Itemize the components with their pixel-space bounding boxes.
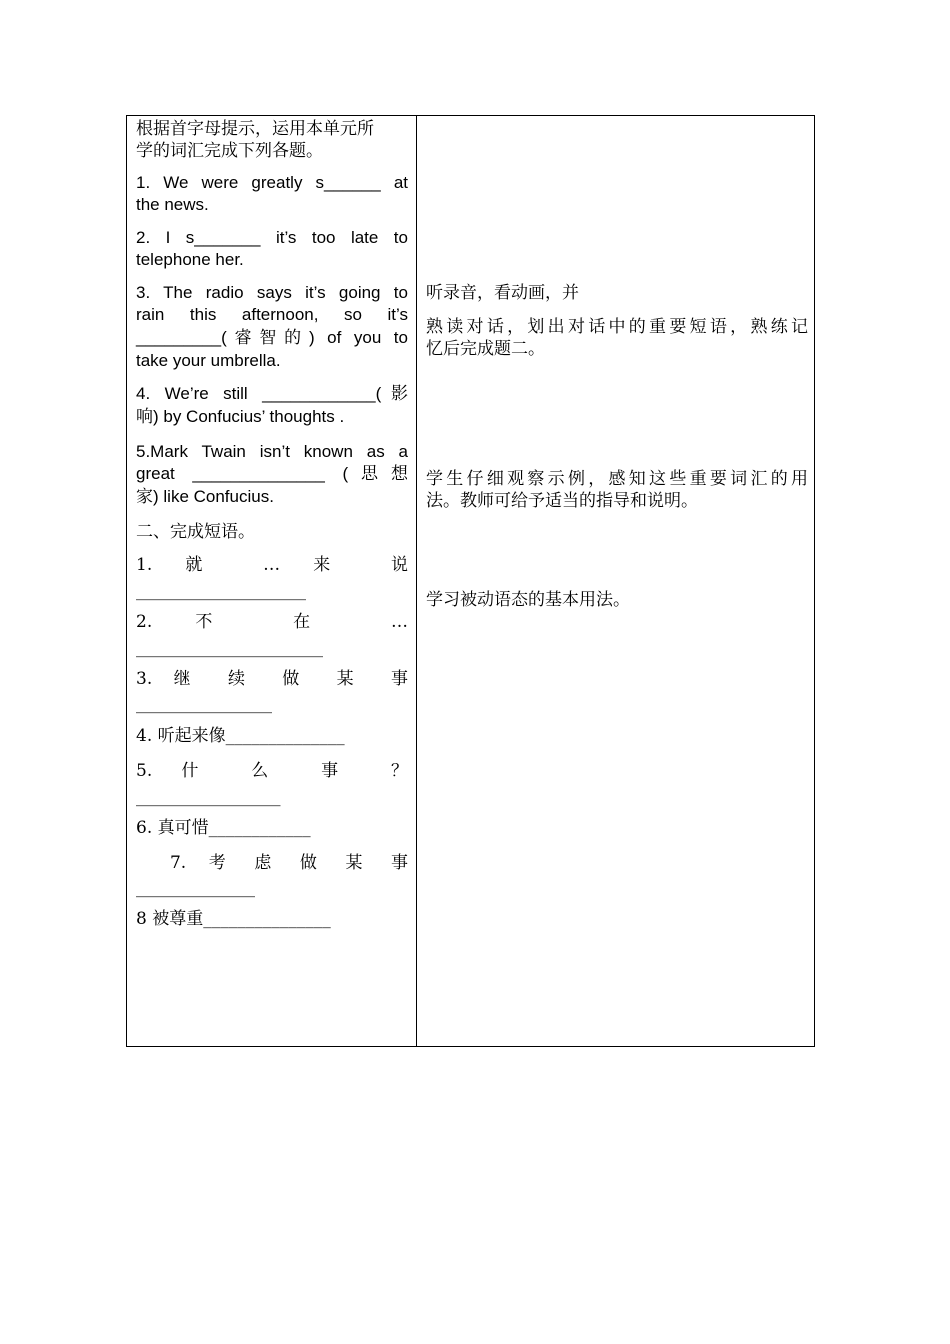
question-2-line-1: 2. I s_______ it’s too late to (136, 228, 408, 247)
phrase-5-prompt: 5. 什 么 事 ？ (136, 761, 408, 781)
section-2-title: 二、完成短语。 (136, 522, 255, 542)
question-4-line-2: 响) by Confucius’ thoughts . (136, 407, 345, 426)
question-5-line-2: great ______________ (思想 (136, 464, 408, 483)
question-5-line-3: 家) like Confucius. (136, 487, 274, 506)
question-3-line-3: _________(睿智的) of you to (136, 328, 408, 347)
phrase-7-blank: ______________ (136, 878, 255, 898)
note-observe-line-1: 学生仔细观察示例，感知这些重要词汇的用 (426, 469, 808, 489)
lesson-table (126, 115, 815, 1047)
question-5-line-1: 5.Mark Twain isn’t known as a (136, 442, 408, 461)
question-3-line-2: rain this afternoon, so it’s (136, 305, 408, 324)
phrase-4: 4. 听起来像______________ (136, 726, 345, 746)
phrase-6: 6. 真可惜____________ (136, 818, 311, 838)
note-observe-line-2: 法。教师可给予适当的指导和说明。 (426, 491, 698, 511)
question-4-line-1: 4. We’re still ____________(影 (136, 384, 408, 403)
phrase-5-blank: _________________ (136, 787, 281, 807)
phrase-8: 8 被尊重_______________ (136, 909, 331, 929)
note-passive-voice: 学习被动语态的基本用法。 (426, 590, 630, 610)
question-1-line-2: the news. (136, 195, 209, 214)
phrase-1-blank: ____________________ (136, 581, 306, 601)
phrase-7-prompt: 7. 考 虑 做 某 事 (136, 853, 408, 873)
question-3-line-1: 3. The radio says it’s going to (136, 283, 408, 302)
phrase-2-prompt: 2. 不 在 … (136, 612, 408, 632)
question-3-line-4: take your umbrella. (136, 351, 281, 370)
question-2-line-2: telephone her. (136, 250, 244, 269)
instruction-line-2: 学的词汇完成下列各题。 (136, 141, 323, 161)
note-listen: 听录音，看动画，并 (426, 283, 579, 303)
instruction-line-1: 根据首字母提示，运用本单元所 (136, 119, 374, 139)
note-read-line-2: 忆后完成题二。 (426, 339, 545, 359)
question-1-line-1: 1. We were greatly s______ at (136, 173, 408, 192)
column-divider (416, 116, 417, 1046)
phrase-3-prompt: 3. 继 续 做 某 事 (136, 669, 408, 689)
note-read-line-1: 熟读对话，划出对话中的重要短语，熟练记 (426, 317, 808, 337)
phrase-1-prompt: 1. 就 … 来 说 (136, 555, 408, 575)
phrase-2-blank: ______________________ (136, 638, 323, 658)
phrase-3-blank: ________________ (136, 694, 272, 714)
